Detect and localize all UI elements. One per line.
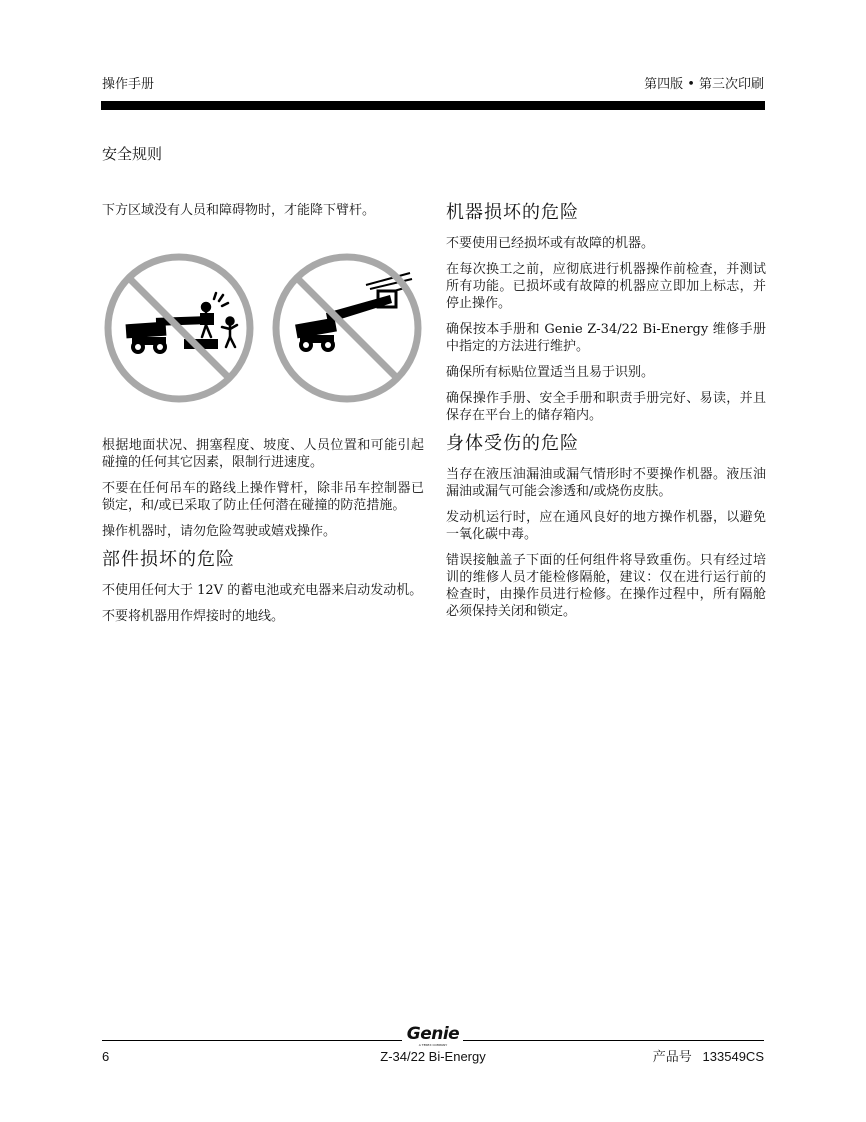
footer-rule-left (102, 1040, 402, 1041)
machine-paragraph-3: 确保按本手册和 Genie Z-34/22 Bi-Energy 维修手册中指定的方法进行维护。 (446, 322, 766, 354)
footer-rule-right (463, 1040, 764, 1041)
left-column (102, 202, 424, 634)
injury-paragraph-1: 当存在液压油漏油或漏气情形时不要操作机器。液压油漏油或漏气可能会渗透和/或烧伤皮肤。 (446, 467, 766, 499)
header-edition: 第四版 • 第三次印刷 (644, 77, 764, 92)
genie-logo: Genie (406, 1024, 460, 1044)
bodily-injury-heading: 身体受伤的危险 (446, 433, 579, 454)
section-title: 安全规则 (102, 145, 163, 163)
right-column (446, 202, 766, 629)
travel-speed-paragraph: 根据地面状况、拥塞程度、坡度、人员位置和可能引起碰撞的任何其它因素，限制行进速度。 (102, 438, 424, 470)
injury-paragraph-3: 错误接触盖子下面的任何组件将导致重伤。只有经过培训的维修人员才能检修隔舱，建议：仅在进行运行前的检查时，由操作员进行检修。在操作过程中，所有隔舱必须保持关闭和锁定。 (446, 553, 766, 619)
prohibited-lowering-boom-onto-obstacle-icon (270, 251, 424, 405)
welding-ground-paragraph: 不要将机器用作焊接时的地线。 (102, 609, 285, 624)
battery-paragraph: 不使用任何大于 12V 的蓄电池或充电器来启动发动机。 (102, 583, 423, 598)
no-stunt-paragraph: 操作机器时，请勿危险驾驶或嬉戏操作。 (102, 524, 337, 539)
machine-paragraph-2: 在每次换工之前，应彻底进行机器操作前检查，并测试所有功能。已损坏或有故障的机器应立即加上标志，并停止操作。 (446, 262, 766, 311)
intro-paragraph: 下方区域没有人员和障碍物时，才能降下臂杆。 (102, 203, 376, 218)
prohibited-lowering-boom-onto-people-icon (102, 251, 256, 405)
injury-paragraph-2: 发动机运行时，应在通风良好的地方操作机器，以避免一氧化碳中毒。 (446, 510, 766, 542)
machine-paragraph-4: 确保所有标贴位置适当且易于识别。 (446, 365, 655, 380)
header-rule (101, 101, 765, 110)
illustration-row (102, 251, 424, 407)
footer-part-number (653, 1049, 764, 1065)
header-manual-title: 操作手册 (102, 77, 155, 92)
part-number-label: 产品号 (652, 1049, 692, 1064)
footer-model: Z-34/22 Bi-Energy (380, 1049, 486, 1064)
component-damage-heading: 部件损坏的危险 (102, 549, 235, 570)
machine-paragraph-1: 不要使用已经损坏或有故障的机器。 (446, 236, 655, 251)
genie-logo-tagline: A TEREX COMPANY (418, 1043, 448, 1047)
machine-paragraph-5: 确保操作手册、安全手册和职责手册完好、易读，并且保存在平台上的储存箱内。 (446, 391, 766, 423)
crane-path-paragraph: 不要在任何吊车的路线上操作臂杆，除非吊车控制器已锁定，和/或已采取了防止任何潜在碰撞的防范措施。 (102, 481, 424, 513)
machine-damage-heading: 机器损坏的危险 (446, 202, 579, 223)
page-number: 6 (102, 1049, 110, 1064)
part-number-value: 133549CS (702, 1049, 764, 1064)
